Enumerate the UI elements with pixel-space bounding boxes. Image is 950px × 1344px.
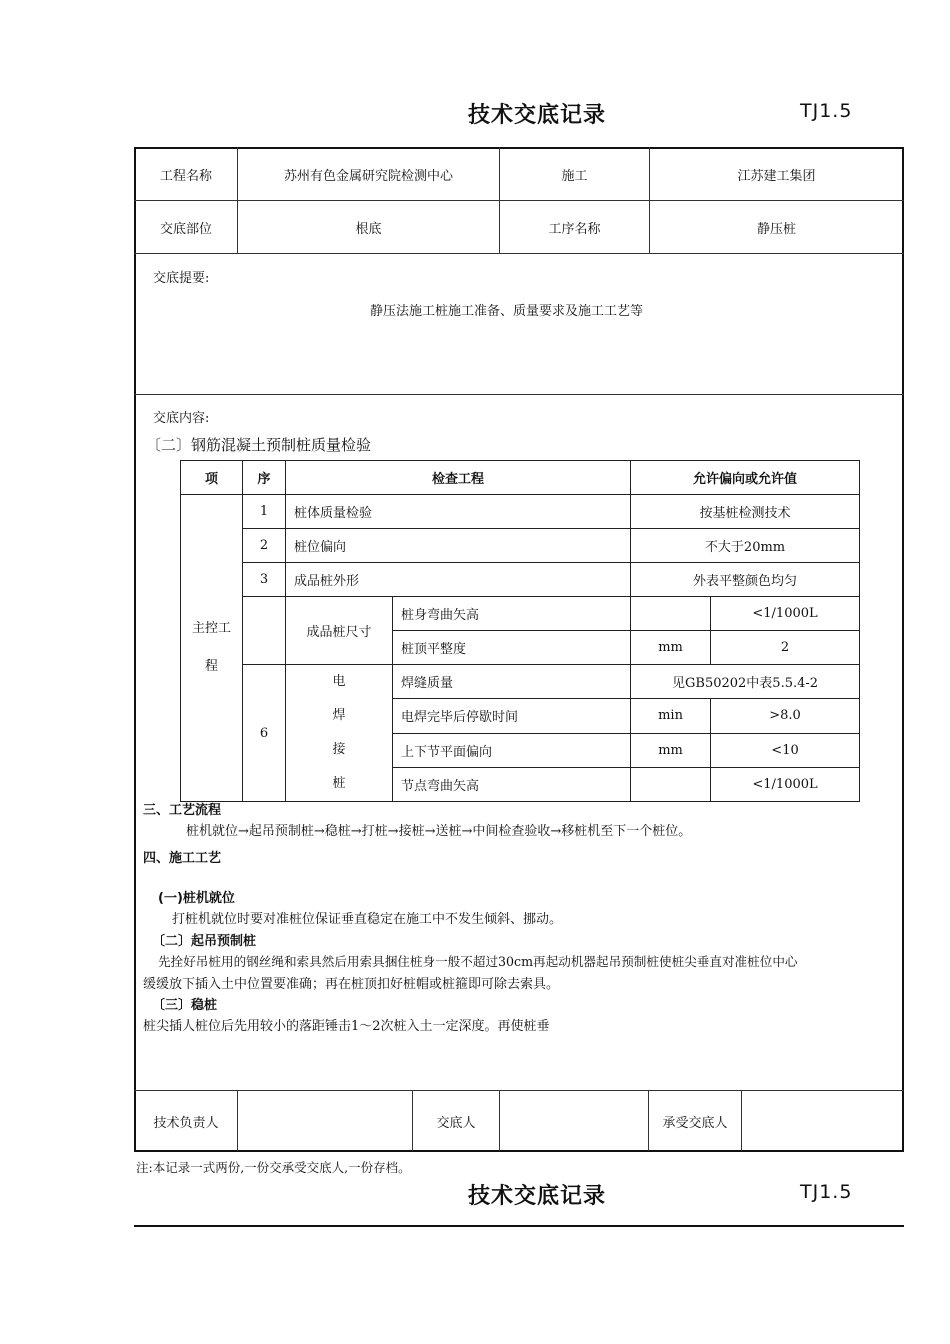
section-4-title: 四、施工工艺 <box>143 851 222 866</box>
construction-value: 江苏建工集团 <box>737 168 816 184</box>
sub-1-title: (一)桩机就位 <box>158 891 235 906</box>
row-seq: 2 <box>243 529 286 563</box>
row-value: <1/1000L <box>711 597 860 631</box>
quality-table <box>180 460 860 802</box>
row-unit <box>631 767 711 801</box>
row-value: 2 <box>711 631 860 665</box>
weld-group-cell <box>286 665 393 802</box>
row-item: 桩体质量检验 <box>286 495 631 529</box>
receiver-signature-field[interactable] <box>742 1091 903 1151</box>
row-item: 上下节平面偏向 <box>393 733 631 767</box>
group-main-cell <box>181 495 243 802</box>
footer-note: 注:本记录一式两份,一份交承受交底人,一份存档。 <box>136 1160 411 1175</box>
part-label: 交底部位 <box>159 221 212 237</box>
sub-2-text-line2: 缓缓放下插入土中位置要准确；再在桩顶扣好桩帽或桩箍即可除去索具。 <box>143 977 560 992</box>
row-value: 外表平整颜色均匀 <box>631 563 860 597</box>
row-value: 不大于20mm <box>631 529 860 563</box>
row-item: 桩位偏向 <box>286 529 631 563</box>
document-title-repeat: 技术交底记录 <box>468 1184 607 1209</box>
project-label: 工程名称 <box>159 168 212 184</box>
row-value: <1/1000L <box>711 767 860 801</box>
summary-label: 交底提要: <box>153 271 210 286</box>
tech-lead-label: 技术负责人 <box>153 1115 219 1131</box>
row-unit: mm <box>631 733 711 767</box>
group-main-label: 主控工程 <box>191 621 231 674</box>
sub-2-title: 〔二〕起吊预制桩 <box>152 934 257 949</box>
row-value: 见GB50202中表5.5.4-2 <box>631 665 860 699</box>
sub-3-text: 桩尖插人桩位后先用较小的落距锤击1～2次桩入土一定深度。再使桩垂 <box>143 1019 550 1034</box>
row-unit <box>631 597 711 631</box>
table-row <box>181 563 860 597</box>
row-seq-empty <box>243 597 286 665</box>
part-value: 根底 <box>355 221 382 237</box>
sub-1-text: 打桩机就位时要对准桩位保证垂直稳定在施工中不发生倾斜、挪动。 <box>172 912 563 927</box>
weld-char: 桩 <box>332 776 346 791</box>
project-value: 苏州有色金属研究院检测中心 <box>283 168 453 184</box>
process-value: 静压桩 <box>756 221 796 237</box>
table-row <box>181 665 860 699</box>
table-row <box>181 495 860 529</box>
row-value: <10 <box>711 733 860 767</box>
discloser-signature-field[interactable] <box>500 1091 648 1151</box>
content-subtitle: 〔二〕钢筋混凝土预制桩质量检验 <box>146 436 372 454</box>
weld-char: 接 <box>332 742 346 757</box>
row-unit: mm <box>631 631 711 665</box>
col-header-item: 项 <box>181 461 243 495</box>
row-seq: 3 <box>243 563 286 597</box>
sub-3-title: 〔三〕稳桩 <box>152 998 218 1013</box>
row-value: 按基桩检测技术 <box>631 495 860 529</box>
size-group-label: 成品桩尺寸 <box>286 597 393 665</box>
table-row <box>181 529 860 563</box>
section-3-text: 桩机就位→起吊预制桩→稳桩→打桩→接桩→送桩→中间检查验收→移桩机至下一个桩位。 <box>186 824 692 839</box>
row-item: 电焊完毕后停歇时间 <box>393 699 631 733</box>
weld-char: 电 <box>332 674 346 689</box>
row-item: 桩顶平整度 <box>393 631 631 665</box>
row-item: 桩身弯曲矢高 <box>393 597 631 631</box>
content-label: 交底内容: <box>153 411 210 426</box>
weld-char: 焊 <box>332 708 346 723</box>
col-header-seq: 序 <box>243 461 286 495</box>
tech-lead-signature-field[interactable] <box>238 1091 412 1151</box>
weld-seq: 6 <box>243 665 286 802</box>
row-unit: min <box>631 699 711 733</box>
row-value: >8.0 <box>711 699 860 733</box>
document-code-repeat: TJ1.5 <box>800 1181 853 1203</box>
process-label: 工序名称 <box>548 221 601 237</box>
row-seq: 1 <box>243 495 286 529</box>
row-item: 成品桩外形 <box>286 563 631 597</box>
col-header-check: 检查工程 <box>286 461 631 495</box>
sub-2-text-line1: 先拴好吊桩用的钢丝绳和索具然后用索具捆住桩身一般不超过30cm再起动机器起吊预制桩使桩尖垂直对准桩位中心 <box>158 954 798 969</box>
divider <box>134 394 904 395</box>
section-3-title: 三、工艺流程 <box>143 803 222 818</box>
row-item: 焊缝质量 <box>393 665 631 699</box>
document-code: TJ1.5 <box>800 100 853 122</box>
row-item: 节点弯曲矢高 <box>393 767 631 801</box>
col-header-allowed: 允许偏向或允许值 <box>631 461 860 495</box>
summary-text: 静压法施工桩施工准备、质量要求及施工工艺等 <box>370 304 644 319</box>
table-row <box>181 597 860 631</box>
construction-label: 施工 <box>561 168 588 184</box>
receiver-label: 承受交底人 <box>662 1115 728 1131</box>
bottom-rule <box>134 1225 904 1227</box>
divider <box>134 253 904 254</box>
document-title: 技术交底记录 <box>468 103 607 128</box>
discloser-label: 交底人 <box>436 1115 476 1131</box>
